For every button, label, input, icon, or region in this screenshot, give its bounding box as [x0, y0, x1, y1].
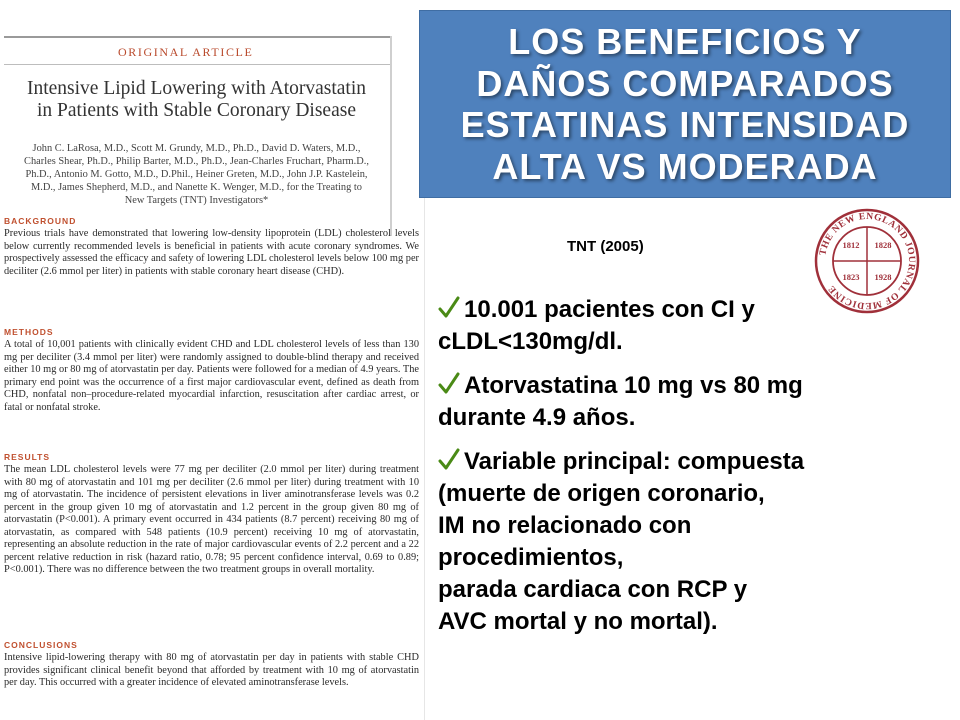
- conclusions-section: [4, 640, 419, 690]
- bullet-item: [438, 446, 953, 638]
- section-heading: BACKGROUND: [4, 216, 77, 226]
- divider: [4, 64, 390, 65]
- slide-title-line: ALTA VS MODERADA: [492, 145, 878, 187]
- title-banner: [419, 10, 951, 198]
- bullet-line: AVC mortal y no mortal).: [438, 608, 718, 635]
- slide-title: [461, 21, 910, 187]
- check-icon: [438, 371, 460, 395]
- section-heading: CONCLUSIONS: [4, 640, 78, 650]
- article-authors: John C. LaRosa, M.D., Scott M. Grundy, M.D., Ph.D., David D. Waters, M.D., Charles Shear, Ph.D., Philip Barter, M.D., Ph.D., Jean-Charles Fruchart, Pharm.D., Ph.D., Antonio M. Gotto, M.D., D.Phil., Heiner Greten, M.D., John J.P. Kastelein, M.D., James Shepherd, M.D., and Nanette K. Wenger, M.D., for the Treating to New Targets (TNT) Investigators*: [24, 143, 369, 206]
- article-title: Intensive Lipid Lowering with Atorvastatin in Patients with Stable Coronary Disease: [26, 78, 367, 121]
- bullet-line: durante 4.9 años.: [438, 404, 636, 431]
- bullet-line: [438, 294, 953, 326]
- bullet-line: parada cardiaca con RCP y: [438, 576, 748, 603]
- bullet-line: (muerte de origen coronario,: [438, 480, 765, 507]
- section-body: The mean LDL cholesterol levels were 77 mg per deciliter (2.0 mmol per liter) during treatment with 80 mg of atorvastatin and 101 mg per deciliter (2.6 mmol per liter) during treatment with 10 mg of atorvastatin. The incidence of persistent elevations in liver aminotransferase levels was 0.2 percent in the group given 10 mg of atorvastatin and 1.2 percent in the group given 80 mg of atorvastatin (P<0.001). A primary event occurred in 434 patients (8.7 percent) receiving 80 mg of atorvastatin, as compared with 548 patients (10.9 percent) receiving 10 mg of atorvastatin, representing an absolute reduction in the rate of major cardiovascular events of 2.2 percent and a 22 percent relative reduction in risk (hazard ratio, 0.78; 95 percent confidence interval, 0.69 to 0.89; P<0.001). There was no difference between the two treatment groups in overall mortality.: [4, 464, 419, 576]
- bullet-text: 10.001 pacientes con CI y: [464, 296, 755, 323]
- seal-year: 1928: [874, 272, 892, 282]
- divider: [390, 36, 392, 236]
- slide-title-line: DAÑOS COMPARADOS: [476, 62, 894, 104]
- article-scan: [0, 28, 425, 720]
- seal-outer-text: THE NEW ENGLAND JOURNAL OF MEDICINE: [817, 210, 918, 312]
- seal-year: 1823: [842, 272, 860, 282]
- section-body: Previous trials have demonstrated that lowering low-density lipoprotein (LDL) cholesterol levels below currently recommended levels is beneficial in patients with acute coronary syndromes. We prospectively assessed the efficacy and safety of lowering LDL cholesterol levels below 100 mg per deciliter (2.6 mmol per liter) in patients with stable coronary heart disease (CHD).: [4, 228, 419, 277]
- bullet-text: Variable principal: compuesta: [464, 448, 805, 475]
- divider: [4, 36, 390, 38]
- bullet-line: [438, 446, 953, 478]
- bullet-item: [438, 294, 953, 358]
- bullet-line: IM no relacionado con: [438, 512, 692, 539]
- check-icon: [438, 447, 460, 471]
- bullet-list: [438, 294, 953, 650]
- section-body: Intensive lipid-lowering therapy with 80 mg of atorvastatin per day in patients with stable CHD provides significant clinical benefit beyond that afforded by treatment with 10 mg of atorvastatin per day. This occurred with a greater incidence of elevated aminotransferase levels.: [4, 652, 419, 689]
- section-heading: RESULTS: [4, 452, 51, 462]
- section-body: A total of 10,001 patients with clinically evident CHD and LDL cholesterol levels of less than 130 mg per deciliter (3.4 mmol per liter) were randomly assigned to double-blind therapy and received either 10 mg or 80 mg of atorvastatin per day. Patients were followed for a median of 4.9 years. The primary end point was the occurrence of a first major cardiovascular event, defined as death from CHD, nonfatal non–procedure-related myocardial infarction, resuscitation after cardiac arrest, or fatal or nonfatal stroke.: [4, 339, 419, 413]
- seal-year: 1828: [874, 240, 892, 250]
- bullet-line: procedimientos,: [438, 544, 624, 571]
- section-heading: METHODS: [4, 327, 54, 337]
- background-section: [4, 216, 419, 278]
- results-section: [4, 452, 419, 577]
- bullet-line: cLDL<130mg/dl.: [438, 328, 623, 355]
- slide-title-line: LOS BENEFICIOS Y: [508, 21, 862, 62]
- methods-section: [4, 327, 419, 414]
- study-label: TNT (2005): [567, 238, 644, 255]
- seal-year: 1812: [842, 240, 860, 250]
- bullet-line: [438, 370, 953, 402]
- bullet-text: Atorvastatina 10 mg vs 80 mg: [464, 372, 803, 399]
- check-icon: [438, 295, 460, 319]
- article-type-label: ORIGINAL ARTICLE: [118, 45, 254, 59]
- slide-title-line: ESTATINAS INTENSIDAD: [460, 104, 910, 145]
- bullet-item: [438, 370, 953, 434]
